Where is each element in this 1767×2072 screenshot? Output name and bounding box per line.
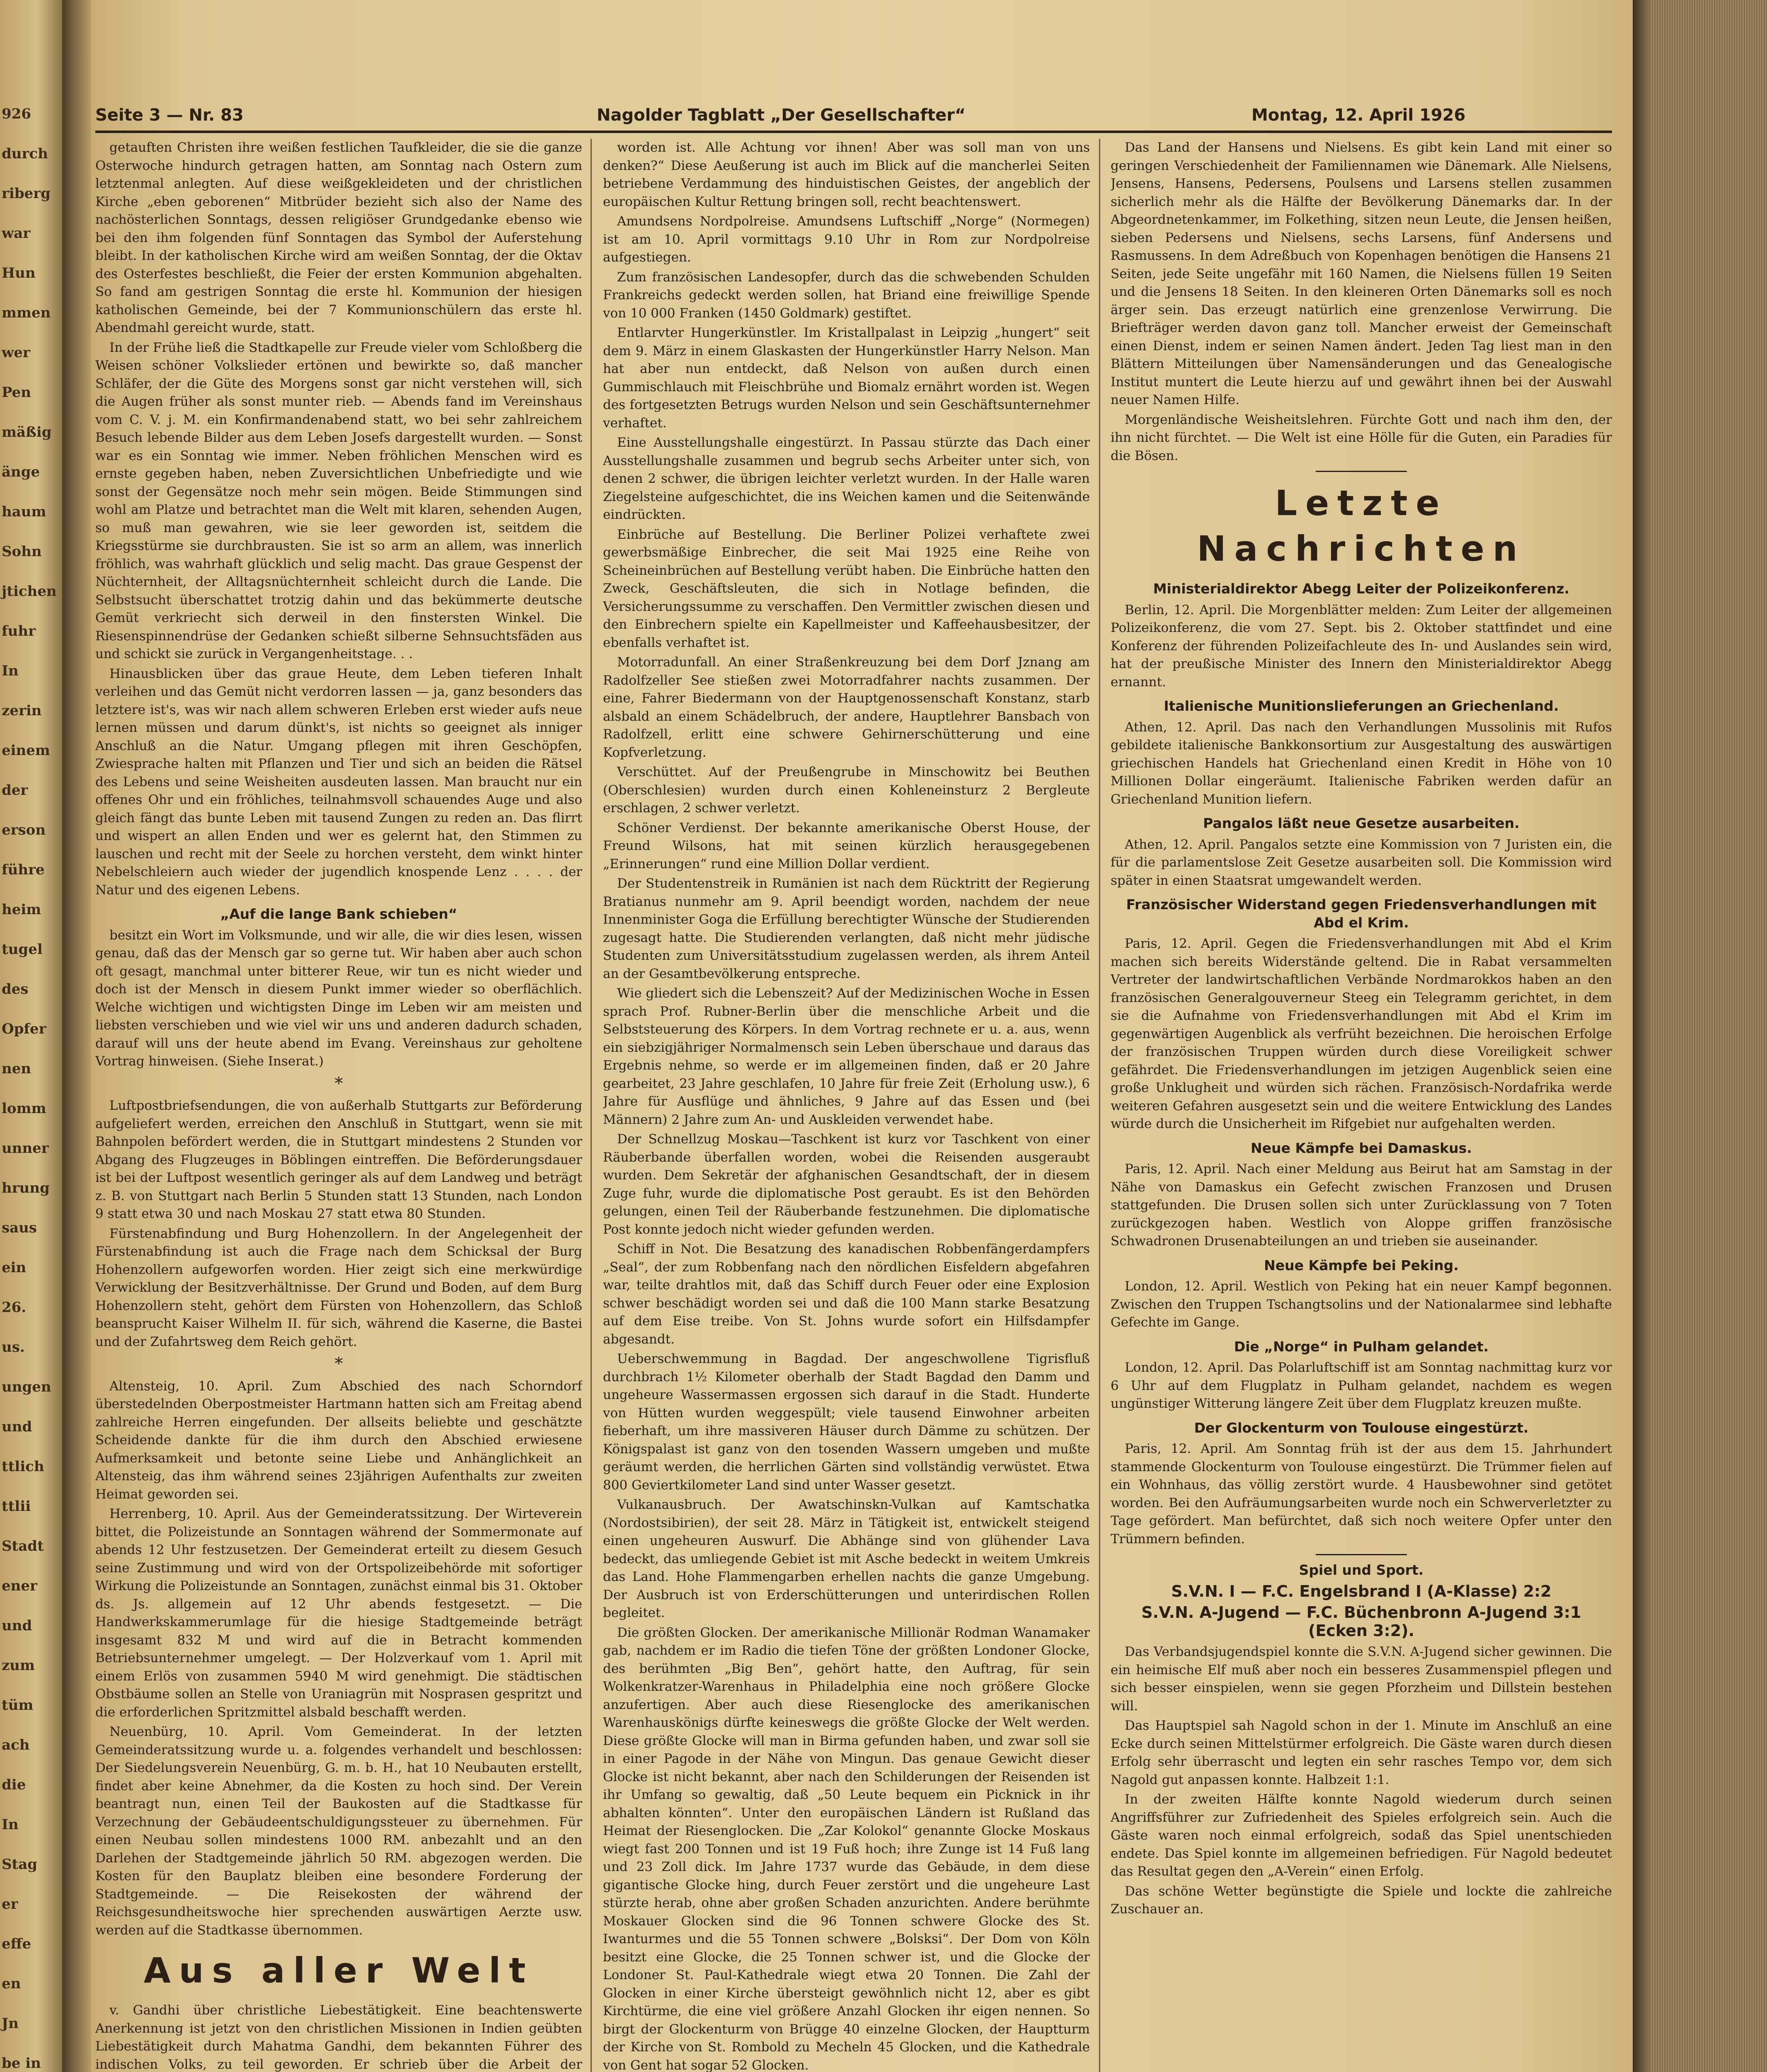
article-paragraph: Neuenbürg, 10. April. Vom Gemeinderat. In der letzten Gemeinderatssitzung wurde u. a. folgendes verhandelt und beschlossen: Der Siedelungsverein Neuenbürg, G. m. b. H., hat 10 Neubauten erstellt, findet aber keine Abnehmer, da die Kosten zu hoch sind. Der Verein beantragt nun, einen Teil der Baukosten auf die Stadtkasse für Verzechnung der Gebäudeentschuldigungssteuer zu übernehmen. Für einen Neubau sollen mindestens 1000 RM. anbezahlt und an den Darlehen der Stadtgemeinde jährlich 50 RM. abgezogen werden. Die Kosten für den Bauplatz bleiben eine besondere Forderung der Stadtgemeinde. — Die Reisekosten der während der Reichsgesundheitswoche hier sprechenden auswärtigen Aerzte usw. werden auf die Stadtkasse übernommen. <box>95 1724 582 1938</box>
previous-page-fragment: zerin <box>2 702 42 719</box>
previous-page-fragment: In <box>2 1816 19 1833</box>
match-result: S.V.N. I — F.C. Engelsbrand I (A-Klasse) 2:2 <box>1171 1582 1552 1600</box>
article-headline: Neue Kämpfe bei Peking. <box>1264 1257 1459 1273</box>
previous-page-fragment: unner <box>2 1140 49 1157</box>
article-paragraph: Herrenberg, 10. April. Aus der Gemeinderatssitzung. Der Wirteverein bittet, die Polizeistunde an Sonntagen während der Sommermonate auf abends 12 Uhr festzusetzen. Der Gemeinderat erteilt zu diesem Gesuch seine Zustimmung und wird von der Ortspolizeibehörde mit sofortiger Wirkung die Polizeistunde an Sonntagen, zunächst einmal bis 31. Oktober ds. Js. allgemein auf 12 Uhr abends festgesetzt. — Die Handwerkskammerumlage für die hiesige Stadtgemeinde beträgt insgesamt 832 M und wird auf die in Betracht kommenden Betriebsunternehmer umgelegt. — Der Holzverkauf vom 1. April mit einem Erlös von zusammen 5940 M wird genehmigt. Die städtischen Obstbäume sollen an Stelle von Uraniagrün mit Nosprasen gespritzt und die erforderlichen Spritzmittel alsbald beschafft werden. <box>95 1506 582 1720</box>
section-divider <box>1316 1554 1407 1555</box>
previous-page-fragment: jtichen <box>2 583 57 600</box>
newspaper-page <box>91 0 1633 2072</box>
column-3 <box>1111 139 1612 2072</box>
article-paragraph: Verschüttet. Auf der Preußengrube in Minschowitz bei Beuthen (Oberschlesien) wurden durch einen Kohleneinsturz 2 Bergleute erschlagen, 2 schwer verletzt. <box>603 765 1090 816</box>
previous-page-fragment: In <box>2 663 19 679</box>
previous-page-fragment: mmen <box>2 305 51 321</box>
article-headline: Pangalos läßt neue Gesetze ausarbeiten. <box>1203 815 1520 831</box>
previous-page-fragment: Hun <box>2 265 36 281</box>
article-paragraph: Eine Ausstellungshalle eingestürzt. In Passau stürzte das Dach einer Ausstellungshalle zusammen und begrub sechs Arbeiter unter sich, von denen 2 schwer, die übrigen leichter verletzt wurden. In der Halle waren Ziegelsteine aufgeschichtet, die ins Weichen kamen und die Seitenwände eindrückten. <box>603 435 1090 522</box>
article-paragraph: Zum französischen Landesopfer, durch das die schwebenden Schulden Frankreichs gedeckt werden sollen, hat Briand eine freiwillige Spende von 10 000 Franken (1450 Goldmark) gestiftet. <box>603 269 1090 321</box>
article-headline: Ministerialdirektor Abegg Leiter der Polizeikonferenz. <box>1153 581 1570 597</box>
newspaper-title: Nagolder Tagblatt „Der Gesellschafter“ <box>597 106 966 125</box>
previous-page-fragment: ener <box>2 1578 37 1594</box>
previous-page-fragment: des <box>2 981 29 997</box>
previous-page-fragment: ttlii <box>2 1498 31 1515</box>
previous-page-fragment: Pen <box>2 384 31 401</box>
article-paragraph: London, 12. April. Westlich von Peking hat ein neuer Kampf begonnen. Zwischen den Truppen Tschangtsolins und der Nationalarmee sind lebhafte Gefechte im Gange. <box>1111 1279 1612 1330</box>
previous-page-fragment: saus <box>2 1220 37 1236</box>
article-paragraph: getauften Christen ihre weißen festlichen Taufkleider, die sie die ganze Osterwoche hindurch getragen hatten, am Sonntag nach Ostern zum letztenmal anlegten. Auf diese weißgekleideten und der christlichen Kirche „eben geborenen“ Mitbrüder bezieht sich also der Name des nachösterlichen Sonntags, dessen religiöser Grundgedanke ebenso wie bei den ihm folgenden fünf Sonntagen das Symbol der Auferstehung bleibt. In der katholischen Kirche wird am weißen Sonntag, der die Oktav des Osterfestes beschließt, die Feier der ersten Kommunion abgehalten. So fand am gestrigen Sonntag die erste hl. Kommunion der hiesigen katholischen Gemeinde, bei der 7 Kommunionschülern das erste hl. Abendmahl gereicht wurde, statt. <box>95 140 582 335</box>
article-paragraph: Das Land der Hansens und Nielsens. Es gibt kein Land mit einer so geringen Verschiedenheit der Familiennamen wie Dänemark. Alle Nielsens, Jensens, Hansens, Pedersens, Poulsens und Larsens stellen zusammen sicherlich mehr als die Hälfte der Bevölkerung Dänemarks dar. In der Abgeordnetenkammer, im Folkething, sitzen neun Leute, die Jensen heißen, sieben Pedersens und Nielsens, sechs Larsens, fünf Andersens und Rasmussens. In dem Adreßbuch von Kopenhagen benötigen die Hansens 21 Seiten, jede Seite ungefähr mit 160 Namen, die Nielsens füllen 19 Seiten und die Jensens 18 Seiten. In den kleineren Orten Dänemarks soll es noch ärger sein. Das erzeugt natürlich eine grenzenlose Verwirrung. Die Briefträger werden davon ganz toll. Mancher erweist der Gemeinschaft einen Dienst, indem er seinen Namen ändert. Jeden Tag liest man in den Blättern Mitteilungen über Namensänderungen und das Genealogische Institut muntert die Leute hierzu auf und gewährt ihnen bei der Auswahl neuer Namen Hilfe. <box>1111 140 1612 407</box>
previous-page-fragment: hrung <box>2 1180 50 1196</box>
previous-page-fragment: zum <box>2 1657 35 1674</box>
article-paragraph: besitzt ein Wort im Volksmunde, und wir alle, die wir dies lesen, wissen genau, daß das der Mensch gar so gerne tut. Wir haben aber auch schon oft gesagt, manchmal unter bitterer Reue, wir tun es nicht wieder und doch ist der Mensch in diesem Punkt immer wieder so oberflächlich. Welche wichtigen und wichtigsten Dinge im Leben wir am meisten und liebsten verschieben und wie viel wir uns und anderen dadurch schaden, darauf will uns der heute abend im Evang. Vereinshaus zur geholtene Vortrag hinweisen. (Siehe Inserat.) <box>95 927 582 1069</box>
previous-page-fragment: und <box>2 1617 32 1634</box>
article-paragraph: Der Schnellzug Moskau—Taschkent ist kurz vor Taschkent von einer Räuberbande überfallen worden, wobei die Reisenden ausgeraubt wurden. Dem Sekretär der afghanischen Gesandtschaft, der in diesem Zuge fuhr, wurde die diplomatische Post geraubt. Es ist den Behörden gelungen, einen Teil der Räuberbande festzunehmen. Die diplomatische Post konnte jedoch nicht wieder gefunden werden. <box>603 1132 1090 1237</box>
article-headline: Die „Norge“ in Pulham gelandet. <box>1234 1338 1489 1355</box>
previous-page-fragment: einem <box>2 742 50 759</box>
previous-page-fragment: fuhr <box>2 623 36 639</box>
section-headline: Aus aller Welt <box>143 1950 534 1991</box>
issue-date: Montag, 12. April 1926 <box>1251 106 1466 125</box>
previous-page-fragment: 26. <box>2 1299 27 1316</box>
article-paragraph: Einbrüche auf Bestellung. Die Berliner Polizei verhaftete zwei gewerbsmäßige Einbrecher, die seit Mai 1925 eine Reihe von Scheineinbrüchen auf Bestellung verübt haben. Die Einbrüche hatten den Zweck, Geschäftsleuten, die sich in Notlage befinden, die Versicherungssumme zu verschaffen. Den Vermittler zwischen diesen und den Einbrechern spielte ein Kapellmeister und Kaffeehausbesitzer, der ebenfalls verhaftet ist. <box>603 527 1090 650</box>
previous-page-fragment: mäßig <box>2 424 52 441</box>
column-divider <box>1099 139 1100 2072</box>
article-paragraph: In der Frühe ließ die Stadtkapelle zur Freude vieler vom Schloßberg die Weisen schöner Volkslieder ertönen und bewirkte so, daß mancher Schläfer, der die Güte des Morgens sonst gar nicht verstehen will, sich die Augen früher als sonst munter rieb. — Abends fand im Vereinshaus vom C. V. j. M. ein Konfirmandenabend statt, wo bei sehr zahlreichem Besuch lebende Bilder aus dem Leben Josefs dargestellt wurden. — Sonst war es ein Sonntag wie immer. Neben fröhlichen Menschen wird es ernste gegeben haben, neben Zuversichtlichen Unbefriedigte und wie sonst der Gegensätze noch mehr sein mögen. Beide Stimmungen sind wohl am Platze und betrachtet man die Welt mit klaren, sehenden Augen, so muß man gewahren, wie sie leer geworden ist, seitdem die Kriegsstürme sie durchbrausten. Sie ist so arm an allem, was innerlich fröhlich, was wahrhaft glücklich und selig macht. Das graue Gespenst der Nüchternheit, der Alltagsnüchternheit schleicht durch die Lande. Die Selbstsucht überschattet trotzig dahin und das bekümmerte deutsche Gemüt verkriecht sich derweil in den finstersten Winkel. Die Riesenspinnendrüse der Gedanken schießt silberne Sehnsuchtsfäden aus und schickt sie zurück in Vergangenheitstage. . . <box>95 340 582 661</box>
previous-page-fragment: nen <box>2 1060 31 1077</box>
previous-page-fragment: der <box>2 782 28 799</box>
previous-page-fragment: ungen <box>2 1379 51 1395</box>
previous-page-fragment: haum <box>2 503 46 520</box>
match-result: S.V.N. A-Jugend — F.C. Büchenbronn A-Jugend 3:1 (Ecken 3:2). <box>1141 1603 1581 1640</box>
article-paragraph: Das Hauptspiel sah Nagold schon in der 1. Minute im Anschluß an eine Ecke durch seinen Mittelstürmer erfolgreich. Die Gäste waren durch diesen Erfolg sehr überrascht und legten ein sehr rasches Tempo vor, dem sich Nagold gut anpassen konnte. Halbzeit 1:1. <box>1111 1718 1612 1787</box>
previous-page-fragment: riberg <box>2 185 51 202</box>
article-paragraph: Vulkanausbruch. Der Awatschinskn-Vulkan auf Kamtschatka (Nordostsibirien), der seit 28. März in Tätigkeit ist, entwickelt steigend einen ungeheuren Auswurf. Die Abhänge sind von glühender Lava bedeckt, das umliegende Gebiet ist mit Asche bedeckt in weitem Umkreis das Land. Hohe Flammengarben erhellen nachts die ganze Umgebung. Der Ausbruch ist von Erderschütterungen und unterirdischen Rollen begleitet. <box>603 1497 1090 1620</box>
article-paragraph: Motorradunfall. An einer Straßenkreuzung bei dem Dorf Jznang am Radolfzeller See stießen zwei Motorradfahrer nachts zusammen. Der eine, Fahrer Biedermann von der Hauptgenossenschaft Konstanz, starb alsbald an einem Schädelbruch, der andere, Hauptlehrer Bansbach von Radolfzell, erlitt eine schwere Gehirnerschütterung und eine Kopfverletzung. <box>603 655 1090 760</box>
article-headline: Neue Kämpfe bei Damaskus. <box>1251 1140 1472 1156</box>
previous-page-fragment: 926 <box>2 106 31 122</box>
previous-page-fragment: Sohn <box>2 543 42 560</box>
article-paragraph: Hinausblicken über das graue Heute, dem Leben tieferen Inhalt verleihen und das Gemüt nicht verdorren lassen — ja, ganz besonders das letztere ist's, was wir nach allem schweren Erleben erst wieder aufs neue lernen müssen und darum dünkt's, ist nichts so geeignet als inniger Anschluß an die Natur. Umgang pflegen mit ihren Geschöpfen, Zwiesprache halten mit Pflanzen und Tier und sich an beiden die Rätsel des Lebens und seine Weisheiten ausdeuten lassen. Man braucht nur ein offenes Ohr und ein fröhliches, teilnahmsvoll schauendes Auge und also gleich fängt das bunte Leben mit tausend Zungen zu reden an. Das flirrt und wispert an allen Enden und wer es gelernt hat, den Stimmen zu lauschen und recht mit der Seele zu horchen versteht, dem winkt hinter Nebelschleiern auch wieder der jugendlich knospende Lenz . . . . der Natur und des eigenen Lebens. <box>95 666 582 898</box>
article-paragraph: Luftpostbriefsendungen, die von außerhalb Stuttgarts zur Beförderung aufgeliefert werden, erreichen den Anschluß in Stuttgart, wenn sie mit Bahnpolen befördert werden, die in Stuttgart mindestens 2 Stunden vor Abgang des Flugzeuges in Böblingen eintreffen. Die Beförderungsdauer ist bei der Luftpost wesentlich geringer als auf dem Landweg und beträgt z. B. von Stuttgart nach Berlin 5 Stunden statt 13 Stunden, nach London 9 statt etwa 30 und nach Moskau 27 statt etwa 80 Stunden. <box>95 1098 582 1221</box>
previous-page-fragment: war <box>2 225 31 242</box>
previous-page-fragment: wer <box>2 344 30 361</box>
previous-page-fragment: ach <box>2 1737 30 1753</box>
article-paragraph: Der Studentenstreik in Rumänien ist nach dem Rücktritt der Regierung Bratianus nunmehr am 9. April beendigt worden, nachdem der neue Innenminister Goga die Erfüllung berechtigter Wünsche der Studierenden zugesagt hatte. Die Studierenden verlangten, daß nicht mehr jüdische Studenten zum Universitätsstudium zugelassen werden, als ihrem Anteil an der Gesamtbevölkerung entspreche. <box>603 876 1090 981</box>
article-headline: Spiel und Sport. <box>1299 1562 1424 1578</box>
previous-page-fragment: die <box>2 1777 26 1793</box>
page-number: Seite 3 — Nr. 83 <box>95 106 244 125</box>
previous-page-fragment: en <box>2 1975 21 1992</box>
previous-page-fragment: er <box>2 1896 18 1912</box>
article-paragraph: London, 12. April. Das Polarluftschiff ist am Sonntag nachmittag kurz vor 6 Uhr auf dem Flugplatz in Pulham gelandet, nachdem es wegen ungünstiger Witterung längere Zeit über dem Flugplatz kreuzen mußte. <box>1111 1360 1612 1411</box>
section-separator: * <box>334 1354 343 1373</box>
section-headline: Letzte Nachrichten <box>1197 483 1526 569</box>
column-divider <box>591 139 592 2072</box>
previous-page-fragment: us. <box>2 1339 25 1356</box>
book-gutter <box>62 0 91 2072</box>
section-separator: * <box>334 1074 343 1093</box>
article-paragraph: Die größten Glocken. Der amerikanische Millionär Rodman Wanamaker gab, nachdem er im Radio die tiefen Töne der größten Londoner Glocke, des berühmten „Big Ben“, gehört hatte, den Auftrag, für sein Wolkenkratzer-Warenhaus in Philadelphia eine noch größere Glocke anzufertigen. Aber auch diese Riesenglocke des amerikanischen Warenhauskönigs dürfte keineswegs die größte Glocke der Welt werden. Diese größte Glocke will man in Birma gefunden haben, und zwar soll sie in einer Pagode in der Nähe von Mingun. Das genaue Gewicht dieser Glocke ist nicht bekannt, aber nach den Schilderungen der Reisenden ist ihr Umfang so gewaltig, daß „50 Leute bequem ein Picknick in ihr abhalten könnten“. Unter den europäischen Ländern ist Rußland das Heimat der Riesenglocken. Die „Zar Kolokol“ genannte Glocke Moskaus wiegt fast 200 Tonnen und ist 19 Fuß hoch; ihre Zunge ist 14 Fuß lang und 23 Zoll dick. Im Jahre 1737 wurde das Gebäude, in dem diese gigantische Glocke hing, durch Feuer zerstört und die ungeheure Last stürzte herab, ohne aber großen Schaden anzurichten. Andere berühmte Moskauer Glocken sind die 96 Tonnen schwere Glocke des St. Iwanturmes und die 55 Tonnen schwere „Bolsksi“. Der Dom von Köln besitzt eine Glocke, die 25 Tonnen schwer ist, und die Glocke der Londoner St. Paul-Kathedrale wiegt etwa 20 Tonnen. Die Zahl der Glocken in einer Kirche übersteigt gewöhnlich nicht 12, aber es gibt Kirchtürme, die eine viel größere Anzahl Glocken ihr eigen nennen. So birgt der Glockenturm von Brügge 40 einzelne Glocken, der Hauptturm der Kirche von St. Rombold zu Mecheln 45 Glocken, und die Kathedrale von Gent hat sogar 52 Glocken. <box>603 1625 1090 2072</box>
previous-page-fragment: und <box>2 1418 32 1435</box>
previous-page-fragment: Stadt <box>2 1538 44 1554</box>
previous-page-fragment: Stag <box>2 1856 38 1873</box>
article-paragraph: Das schöne Wetter begünstigte die Spiele und lockte die zahlreiche Zuschauer an. <box>1111 1883 1612 1917</box>
previous-page-fragment: Opfer <box>2 1021 46 1037</box>
article-paragraph: Wie gliedert sich die Lebenszeit? Auf der Medizinischen Woche in Essen sprach Prof. Rubner-Berlin über die menschliche Arbeit und die Selbststeuerung des Körpers. In dem Vortrag rechnete er u. a. aus, wenn ein siebzigjähriger Normalmensch sein Leben überschaue und daraus das Ergebnis nehme, so werde er im allgemeinen finden, daß er 20 Jahre gearbeitet, 23 Jahre geschlafen, 10 Jahre für freie Zeit (Erholung usw.), 6 Jahre für Ausflüge und ähnliches, 9 Jahre auf das Essen und (bei Männern) 2 Jahre zum An- und Auskleiden verwendet habe. <box>603 986 1090 1127</box>
previous-page-fragment: ein <box>2 1259 27 1276</box>
article-paragraph: Fürstenabfindung und Burg Hohenzollern. In der Angelegenheit der Fürstenabfindung ist auch die Frage nach dem Schicksal der Burg Hohenzollern aufgeworfen worden. Hier zeigt sich eine merkwürdige Verwicklung der Besitzverhältnisse. Der Grund und Boden, auf dem Burg Hohenzollern steht, gehört dem Fürsten von Hohenzollern, das Schloß beansprucht Kaiser Wilhelm II. für sich, während die Kaserne, die Bastei und der Zufahrtsweg dem Reich gehört. <box>95 1226 582 1349</box>
previous-page-fragment: ttlich <box>2 1458 44 1475</box>
article-paragraph: Entlarvter Hungerkünstler. Im Kristallpalast in Leipzig „hungert“ seit dem 9. März in einem Glaskasten der Hungerkünstler Harry Nelson. Man hat aber nun entdeckt, daß Nelson von außen durch einen Gummischlauch mit Fleischbrühe und Biomalz ernährt worden ist. Wegen des fortgesetzten Betrugs wurden Nelson und sein Geschäftsunternehmer verhaftet. <box>603 325 1090 431</box>
article-paragraph: Das Verbandsjugendspiel konnte die S.V.N. A-Jugend sicher gewinnen. Die ein heimische Elf muß aber noch ein besseres Zusammenspiel pflegen und sich besser einspielen, wenn sie gegen Pforzheim und Dillstein bestehen will. <box>1111 1644 1612 1714</box>
article-paragraph: Ueberschwemmung in Bagdad. Der angeschwollene Tigrisfluß durchbrach 1½ Kilometer oberhalb der Stadt Bagdad den Damm und ungeheure Wassermassen ergossen sich darauf in die Stadt. Hunderte von Hütten wurden weggespült; viele tausend Einwohner arbeiten fieberhaft, um ihre massiveren Häuser durch Dämme zu schützen. Der Königspalast ist ganz von den tosenden Wassern umgeben und mußte geräumt werden, die herrlichen Gärten sind vollständig verwüstet. Etwa 800 Geviertkilometer Land sind unter Wasser gesetzt. <box>603 1351 1090 1493</box>
article-paragraph: Athen, 12. April. Das nach den Verhandlungen Mussolinis mit Rufos gebildete italienische Bankkonsortium zur Ausgestaltung des auswärtigen griechischen Handels hat Griechenland einen Kredit in Höhe von 10 Millionen Dollar eingeräumt. Italienische Fabriken werden dafür an Griechenland Munition liefern. <box>1111 719 1612 807</box>
article-paragraph: Altensteig, 10. April. Zum Abschied des nach Schorndorf überstedelnden Oberpostmeister Hartmann hatten sich am Freitag abend zahlreiche Herren eingefunden. Der allseits beliebte und geschätzte Scheidende dankte für die ihm durch den Abschied erwiesene Aufmerksamkeit und betonte seine Liebe und Anhänglichkeit an Altensteig, das ihm während seines 23jährigen Aufenthalts zur zweiten Heimat geworden sei. <box>95 1378 582 1502</box>
previous-page-fragment: durch <box>2 145 48 162</box>
article-paragraph: Schöner Verdienst. Der bekannte amerikanische Oberst House, der Freund Wilsons, hat mit seinen kürzlich herausgegebenen „Erinnerungen“ rund eine Million Dollar verdient. <box>603 820 1090 871</box>
previous-page-fragment: effe <box>2 1936 31 1952</box>
article-headline: Französischer Widerstand gegen Friedensverhandlungen mit Abd el Krim. <box>1126 896 1597 931</box>
previous-page-edge <box>0 0 62 2072</box>
previous-page-fragment: änge <box>2 464 40 480</box>
previous-page-fragment: be in <box>2 2055 41 2072</box>
article-paragraph: Morgenländische Weisheitslehren. Fürchte Gott und nach ihm den, der ihn nicht fürchtet. — Die Welt ist eine Hölle für die Guten, ein Paradies für die Bösen. <box>1111 412 1612 463</box>
article-headline: Italienische Munitionslieferungen an Griechenland. <box>1164 698 1559 714</box>
article-headline: Der Glockenturm von Toulouse eingestürzt. <box>1194 1419 1529 1436</box>
article-paragraph: Paris, 12. April. Gegen die Friedensverhandlungen mit Abd el Krim machen sich bereits Widerstände geltend. Die in Rabat versammelten Vertreter der landwirtschaftlichen Verbände Nordmarokkos haben an den französischen Generalgouverneur Steeg ein Telegramm gerichtet, in dem sie die Aufnahme von Friedensverhandlungen mit Abd el Krim im gegenwärtigen Augenblick als verfrüht bezeichnen. Die heroischen Erfolge der französischen Truppen würden durch diese Voreiligkeit schwer gefährdet. Die Friedensverhandlungen im jetzigen Augenblick seien eine große Unklugheit und würden sich rächen. Französisch-Nordafrika werde weiteren Gefahren ausgesetzt sein und die weitere Entwicklung des Landes würde durch die Unsicherheit im Rifgebiet nur aufgehalten werden. <box>1111 936 1612 1131</box>
header-rule <box>95 131 1612 133</box>
article-paragraph: Paris, 12. April. Nach einer Meldung aus Beirut hat am Samstag in der Nähe von Damaskus ein Gefecht zwischen Franzosen und Drusen stattgefunden. Die Drusen sollen sich unter Zurücklassung von 7 Toten zurückgezogen haben. Westlich von Aloppe griffen französische Schwadronen Drusenabteilungen an und trieben sie auseinander. <box>1111 1162 1612 1249</box>
article-paragraph: Athen, 12. April. Pangalos setzte eine Kommission von 7 Juristen ein, die für die parlamentslose Zeit Gesetze ausarbeiten soll. Die Kommission wird später in einen Staatsrat umgewandelt werden. <box>1111 837 1612 888</box>
previous-page-fragment: tüm <box>2 1697 34 1714</box>
previous-page-fragment: erson <box>2 822 46 838</box>
book-page-stack <box>1633 0 1767 2072</box>
article-paragraph: Berlin, 12. April. Die Morgenblätter melden: Zum Leiter der allgemeinen Polizeikonferenz, die vom 27. Sept. bis 2. Oktober stattfindet und eine Konferenz der führenden Polizeifachleute des In- und Auslandes sein wird, hat der preußische Minister des Innern den Ministerialdirektor Abegg ernannt. <box>1111 602 1612 690</box>
article-headline: „Auf die lange Bank schieben“ <box>220 906 457 922</box>
previous-page-fragment: Jn <box>2 2015 19 2032</box>
article-paragraph: In der zweiten Hälfte konnte Nagold wiederum durch seinen Angriffsführer zur Zufriedenheit des Spieles erfolgreich sein. Auch die Gäste waren noch einmal erfolgreich, sodaß das Spiel unentschieden endete. Das Spiel konnte im allgemeinen befriedigen. Für Nagold bedeutet das Resultat gegen den „A-Verein“ einen Erfolg. <box>1111 1792 1612 1879</box>
previous-page-fragment: lomm <box>2 1100 46 1117</box>
article-paragraph: Schiff in Not. Die Besatzung des kanadischen Robbenfängerdampfers „Seal“, der zum Robbenfang nach den nördlichen Eisfeldern abgefahren war, teilte drahtlos mit, daß das Schiff durch Feuer oder eine Explosion schwer beschädigt worden sei und daß die 100 Mann starke Besatzung auf dem Eise treibe. Von St. Johns wurde sofort ein Hilfsdampfer abgesandt. <box>603 1242 1090 1347</box>
article-paragraph: v. Gandhi über christliche Liebestätigkeit. Eine beachtenswerte Anerkennung ist jetzt von den christlichen Missionen in Indien geübten Liebestätigkeit durch Mahatma Gandhi, dem bekannten Führer des indischen Volks, zu teil geworden. Er schrieb über die Arbeit der <box>95 2003 582 2072</box>
article-paragraph: worden ist. Alle Achtung vor ihnen! Aber was soll man von uns denken?“ Diese Aeußerung ist auch im Blick auf die mancherlei Seiten betriebene Verdammung des hinduistischen Geistes, der angeblich der europäischen Kultur Rettung bringen soll, recht beachtenswert. <box>603 140 1090 209</box>
previous-page-fragment: tugel <box>2 941 43 958</box>
column-2 <box>603 139 1090 2072</box>
column-1 <box>95 139 582 2072</box>
previous-page-fragment: heim <box>2 901 41 918</box>
article-paragraph: Amundsens Nordpolreise. Amundsens Luftschiff „Norge“ (Normegen) ist am 10. April vormittags 9.10 Uhr in Rom zur Nordpolreise aufgestiegen. <box>603 214 1090 265</box>
article-paragraph: Paris, 12. April. Am Sonntag früh ist der aus dem 15. Jahrhundert stammende Glockenturm von Toulouse eingestürzt. Die Trümmer fielen auf ein Wohnhaus, das völlig zerstört wurde. 4 Hausbewohner sind getötet worden. Bei den Aufräumungsarbeiten wurde noch ein Schwerverletzter zu Tage gefördert. Man befürchtet, daß sich noch weitere Opfer unter den Trümmern befinden. <box>1111 1441 1612 1547</box>
previous-page-fragment: führe <box>2 862 45 878</box>
section-divider <box>1316 471 1407 472</box>
